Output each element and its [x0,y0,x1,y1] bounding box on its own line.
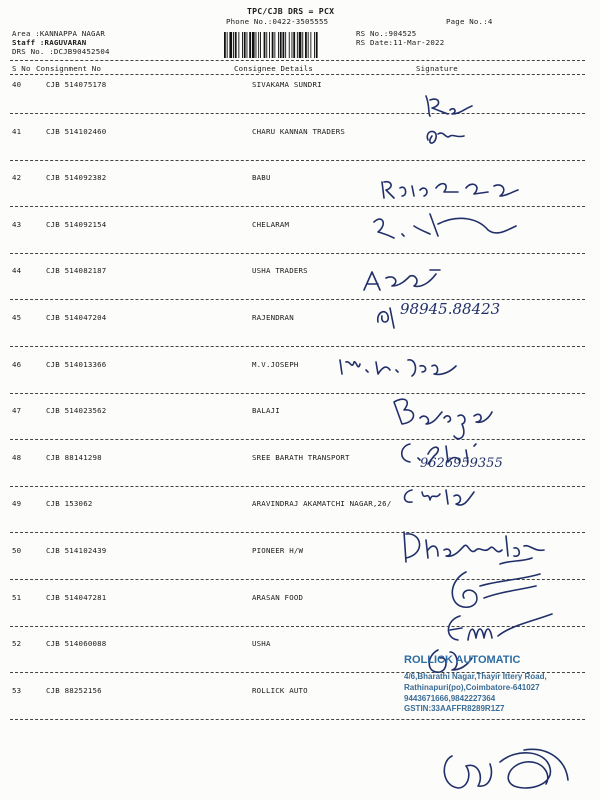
barcode-bar [285,32,286,58]
barcode-bar [278,32,279,58]
table-row [0,266,600,306]
row-consignee: USHA [252,639,271,648]
barcode-bar [310,32,311,58]
barcode-bar [238,32,239,58]
row-divider [10,346,585,347]
row-sno: 47 [12,406,22,415]
row-consignment: CJB 514060088 [46,639,107,648]
barcode-bar [256,32,257,58]
barcode-bar [244,32,246,58]
barcode-bar [292,32,293,58]
staff-label-prefix: Staff : [12,38,45,47]
barcode-bar [283,32,285,58]
row-consignee: SIVAKAMA SUNDRI [252,80,322,89]
row-divider [10,206,585,207]
row-sno: 46 [12,360,22,369]
rs-number: RS No.:904525 [356,29,417,38]
barcode-bar [224,32,226,58]
barcode-image [224,32,346,58]
row-divider [10,439,585,440]
row-consignee: BABU [252,173,271,182]
barcode-bar [299,32,302,58]
row-consignment: CJB 514102460 [46,127,107,136]
row-consignee: M.V.JOSEPH [252,360,299,369]
row-consignee: ROLLICK AUTO [252,686,308,695]
signature-row52 [440,608,560,646]
table-row [0,360,600,400]
header-divider-top [10,60,585,61]
barcode-bar [274,32,275,58]
barcode-bar [316,32,318,58]
barcode-bar [233,32,234,58]
header-divider-bottom [10,74,585,75]
stamp-phone: 9443671666,9842227364 [404,694,496,703]
row-consignee: CHELARAM [252,220,290,229]
signature-row41 [420,124,470,150]
row-consignment: CJB 514013366 [46,360,107,369]
barcode-bar [266,32,267,58]
staff-label [12,38,86,47]
row-sno: 50 [12,546,22,555]
row-consignment: CJB 514102439 [46,546,107,555]
page-number: Page No.:4 [446,17,493,26]
table-row [0,80,600,120]
stamp-address-line1: 4/6,Bharathi Nagar,Thayir Ittery Road, [404,672,547,681]
col-signature: Signature [416,64,458,73]
sheet-title: TPC/CJB DRS = PCX [247,6,335,16]
row-consignment: CJB 153062 [46,499,93,508]
row-sno: 53 [12,686,22,695]
barcode-bar [247,32,248,58]
signature-bottom [438,740,578,796]
barcode-bar [260,32,261,58]
col-sno: S No [12,64,31,73]
signature-row49 [398,482,488,510]
barcode-bar [249,32,251,58]
barcode-bar [302,32,303,58]
row-divider [10,486,585,487]
row-divider [10,160,585,161]
barcode-bar [258,32,259,58]
row-consignment: CJB 514075178 [46,80,107,89]
row-divider [10,113,585,114]
signature-row50 [396,526,556,566]
col-consignee: Consignee Details [234,64,314,73]
phone-number: Phone No.:0422-3505555 [226,17,329,26]
row-consignee: ARASAN FOOD [252,593,304,602]
row-sno: 52 [12,639,22,648]
row-consignment: CJB 514047281 [46,593,107,602]
signature-row45 [372,300,402,330]
row-sno: 44 [12,266,22,275]
col-consignment: Consignment No [36,64,102,73]
row-consignment: CJB 514047204 [46,313,107,322]
barcode-bar [289,32,290,58]
table-row [0,406,600,446]
signature-row46 [336,350,466,378]
row-consignment: CJB 88252156 [46,686,102,695]
company-stamp [398,652,576,714]
barcode-bar [308,32,309,58]
barcode-bar [314,32,315,58]
row-consignee: SREE BARATH TRANSPORT [252,453,350,462]
row-sno: 48 [12,453,22,462]
row-sno: 41 [12,127,22,136]
barcode-bar [227,32,228,58]
row-sno: 42 [12,173,22,182]
stamp-company-name: ROLLICK AUTOMATIC [404,654,521,666]
row-sno: 40 [12,80,22,89]
barcode-bar [264,32,266,58]
barcode-bar [252,32,255,58]
barcode-bar [297,32,298,58]
row-consignee: PIONEER H/W [252,546,304,555]
row-divider [10,719,585,720]
phone-handwritten-row48: 9626959355 [420,456,503,471]
row-divider [10,393,585,394]
signature-row43 [368,210,528,246]
row-consignee: CHARU KANNAN TRADERS [252,127,345,136]
table-row [0,453,600,493]
row-consignee: USHA TRADERS [252,266,308,275]
stamp-gstin: GSTIN:33AAFFR8289R1Z7 [404,704,505,713]
row-sno: 45 [12,313,22,322]
barcode-bar [305,32,307,58]
row-consignee: BALAJI [252,406,280,415]
barcode-bar [235,32,237,58]
signature-row44 [360,264,450,294]
barcode-bar [269,32,270,58]
row-consignee: RAJENDRAN [252,313,294,322]
row-consignment: CJB 514023562 [46,406,107,415]
signature-row40 [420,92,480,120]
row-consignment: CJB 88141298 [46,453,102,462]
barcode-bar [272,32,274,58]
signature-row42 [378,174,528,204]
phone-handwritten-row45: 98945.88423 [400,300,501,318]
row-consignee: ARAVINDRAJ AKAMATCHI NAGAR,26/ [252,499,392,508]
stamp-address-line2: Rathinapuri(po),Coimbatore-641027 [404,683,540,692]
row-sno: 51 [12,593,22,602]
table-row [0,313,600,353]
barcode-bar [293,32,295,58]
staff-name: RAGUVARAN [44,38,87,47]
drs-number: DRS No. :DCJB90452504 [12,47,110,56]
barcode-bar [229,32,232,58]
row-divider [10,253,585,254]
rs-date: RS Date:11-Mar-2022 [356,38,445,47]
area-label: Area :KANNAPPA NAGAR [12,29,105,38]
barcode-bar [242,32,243,58]
row-consignment: CJB 514092382 [46,173,107,182]
row-consignment: CJB 514092154 [46,220,107,229]
row-sno: 49 [12,499,22,508]
row-sno: 43 [12,220,22,229]
barcode-bar [280,32,282,58]
row-consignment: CJB 514082187 [46,266,107,275]
table-row [0,127,600,167]
